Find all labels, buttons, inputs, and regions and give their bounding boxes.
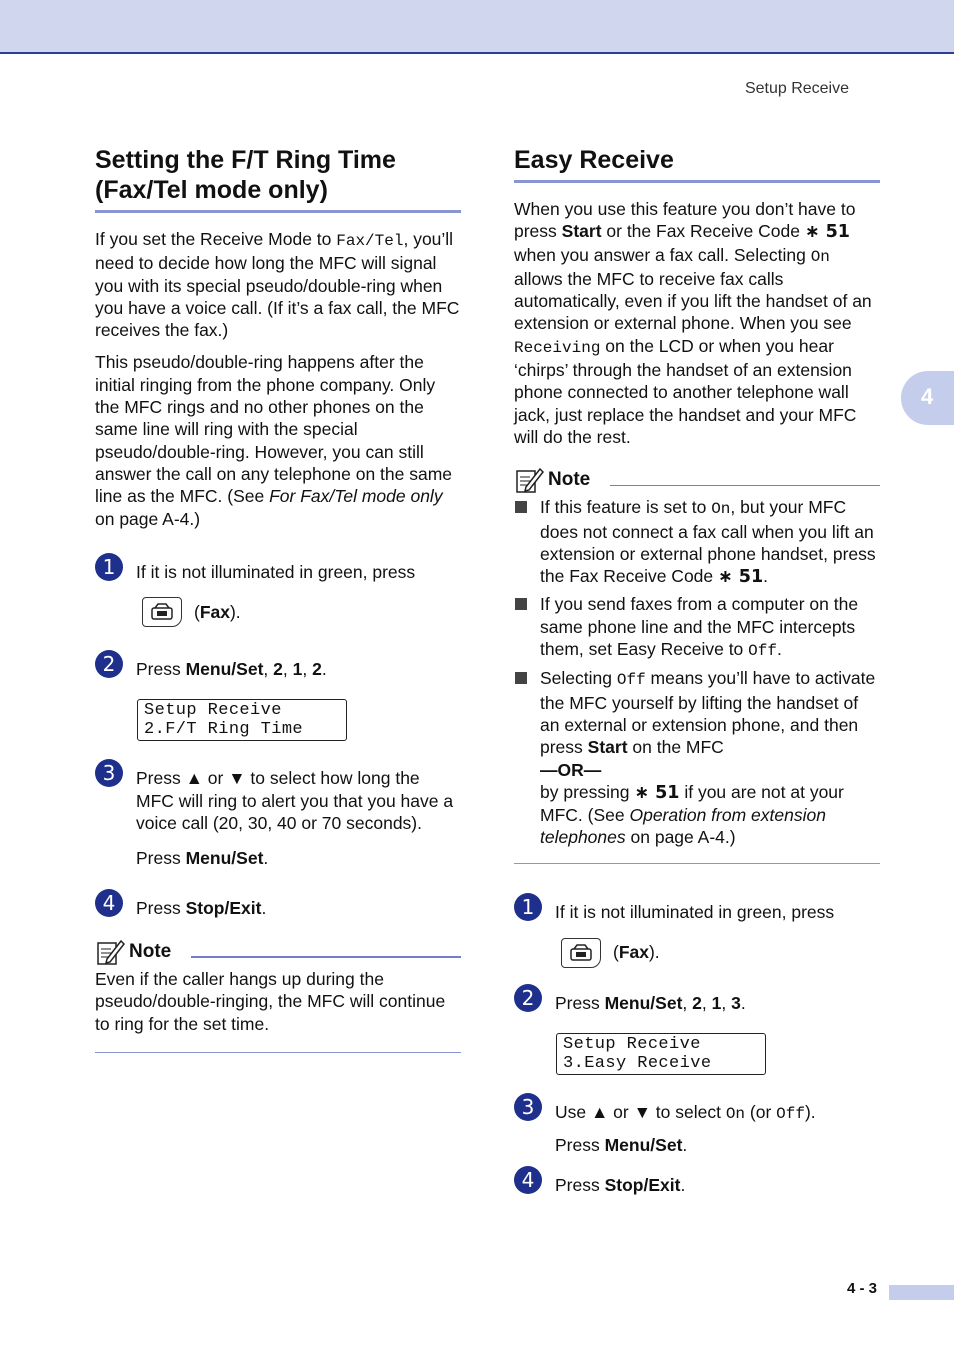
fax-button-icon <box>142 597 182 627</box>
step-number: 1 <box>95 553 123 581</box>
step-4: 4 Press Stop/Exit. <box>514 1174 880 1196</box>
bullet-square-icon <box>515 501 527 513</box>
note-header <box>95 936 461 968</box>
pseudo-ring-paragraph: This pseudo/double-ring happens after the initial ringing from the phone company. Only the MFC rings and no other phones on the same line will ring with the special pseudo/double-ring. However, you can still answer the call on any telephone on the same line as the MFC. (See For Fax/Tel mode only on page A-4.) <box>95 352 453 529</box>
note-pencil-icon <box>95 937 125 967</box>
note-text: Even if the caller hangs up during the pseudo/double-ringing, the MFC will continue to ring for the set time. <box>95 968 446 1034</box>
step-number: 4 <box>95 889 123 917</box>
step-4: 4 Press Stop/Exit. <box>95 897 461 919</box>
step-number: 1 <box>514 893 542 921</box>
footer-bar <box>889 1285 954 1300</box>
note-pencil-icon <box>514 465 544 495</box>
right-column <box>514 145 880 1197</box>
fax-key-line: ( Fax ). <box>95 597 461 627</box>
note-header <box>514 464 880 496</box>
title-rule <box>514 180 880 183</box>
step-2: 2 Press Menu/Set, 2, 1, 2. <box>95 658 461 680</box>
step-2: 2 Press Menu/Set, 2, 1, 3. <box>514 992 880 1014</box>
lcd-display: Setup Receive 3.Easy Receive <box>556 1033 766 1075</box>
left-column <box>95 145 461 1053</box>
chapter-tab <box>901 371 954 425</box>
section-title-ft-ring-time: Setting the F/T Ring Time (Fax/Tel mode only) <box>95 146 396 204</box>
note-title: Note <box>548 469 591 491</box>
note-bullet-1: If this feature is set to On, but your MFC does not connect a fax call when you lift an extension or external phone handset, press the Fax Receive Code ∗ 51. <box>514 496 880 588</box>
section-end-rule <box>95 1052 461 1054</box>
note-title: Note <box>129 940 172 962</box>
step-number: 3 <box>514 1093 542 1121</box>
title-rule <box>95 210 461 213</box>
page-number: 4 - 3 <box>847 1280 878 1297</box>
step-number: 3 <box>95 759 123 787</box>
bullet-square-icon <box>515 598 527 610</box>
step-3: 3 Use ▲ or ▼ to select On (or Off). Press Menu/Set. <box>514 1101 880 1157</box>
note-end-rule <box>514 863 880 865</box>
note-bullet-2: If you send faxes from a computer on the same phone line and the MFC intercepts them, set Easy Receive to Off. <box>514 593 880 662</box>
top-banner <box>0 0 954 54</box>
step-1: 1 If it is not illuminated in green, press <box>95 561 461 583</box>
step-number: 4 <box>514 1166 542 1194</box>
easy-receive-paragraph: When you use this feature you don’t have to press Start or the Fax Receive Code ∗ 51 when you answer a fax call. Selecting On allows the MFC to receive fax calls automatically, even if you lift the handset of an extension or external phone. When you see Receiving on the LCD or when you hear ‘chirps’ through the handset of an extension phone connected to another telephone wall jack, just replace the handset and your MFC will do the rest. <box>514 199 872 447</box>
running-header: Setup Receive <box>744 80 849 97</box>
chapter-number: 4 <box>921 384 934 409</box>
step-number: 2 <box>514 984 542 1012</box>
step-number: 2 <box>95 650 123 678</box>
or-separator: —OR— <box>540 759 602 780</box>
section-title-easy-receive: Easy Receive <box>514 146 674 174</box>
lcd-display: Setup Receive 2.F/T Ring Time <box>137 699 347 741</box>
note-rule <box>191 956 461 958</box>
bullet-square-icon <box>515 672 527 684</box>
step-3: 3 Press ▲ or ▼ to select how long the MFC will ring to alert you that you have a voice call (20, 30, 40 or 70 seconds). Press Menu/Set. <box>95 767 461 869</box>
step-1: 1 If it is not illuminated in green, press <box>514 901 880 923</box>
fax-key-line: ( Fax ). <box>514 938 880 968</box>
note-bullet-3: Selecting Off means you’ll have to activate the MFC yourself by lifting the handset of an external or extension phone, and then press Start on the MFC —OR— by pressing ∗ 51 if you are not at your MFC. (See Operation from extension telephones on page A-4.) <box>514 667 880 848</box>
fax-button-icon <box>561 938 601 968</box>
intro-paragraph: If you set the Receive Mode to Fax/Tel, you’ll need to decide how long the MFC will signal you with its special pseudo/double-ring when you have a voice call. (If it’s a fax call, the MFC receives the fax.) <box>95 229 460 341</box>
note-rule <box>610 485 880 487</box>
